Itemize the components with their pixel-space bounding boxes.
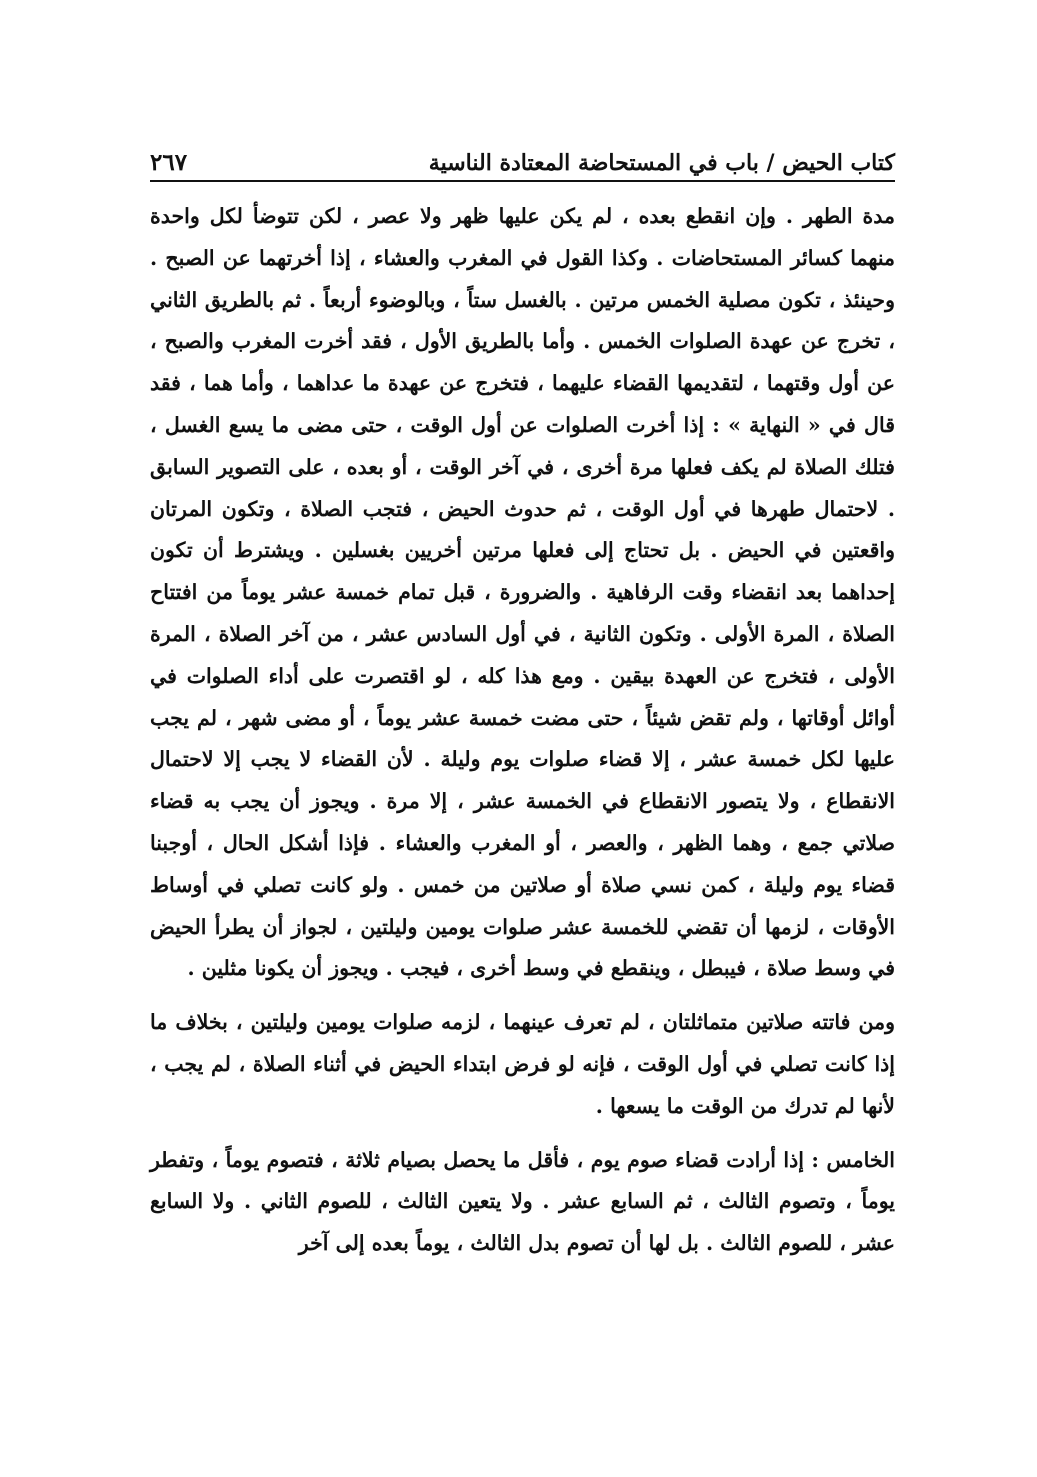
running-head xyxy=(150,136,895,176)
paragraph-3-text: إذا أرادت قضاء صوم يوم ، فأقل ما يحصل بصيام ثلاثة ، فتصوم يوماً ، وتفطر يوماً ، وتصوم الثالث ، ثم السابع عشر . ولا يتعين الثالث ، للصوم الثاني . ولا السابع عشر ، للصوم الثالث . بل لها أن تصوم بدل الثالث ، يوماً بعده إلى آخر xyxy=(150,1147,895,1256)
paragraph-1: مدة الطهر . وإن انقطع بعده ، لم يكن عليها ظهر ولا عصر ، لكن تتوضأ لكل واحدة منهما كسائر المستحاضات . وكذا القول في المغرب والعشاء ، إذا أخرتهما عن الصبح . وحينئذ ، تكون مصلية الخمس مرتين . بالغسل ستاً ، وبالوضوء أربعاً . ثم بالطريق الثاني ، تخرج عن عهدة الصلوات الخمس . وأما بالطريق الأول ، فقد أخرت المغرب والصبح ، عن أول وقتهما ، لتقديمها القضاء عليهما ، فتخرج عن عهدة ما عداهما ، وأما هما ، فقد قال في « النهاية » : إذا أخرت الصلوات عن أول الوقت ، حتى مضى ما يسع الغسل ، فتلك الصلاة لم يكف فعلها مرة أخرى ، في آخر الوقت ، أو بعده ، على التصوير السابق . لاحتمال طهرها في أول الوقت ، ثم حدوث الحيض ، فتجب الصلاة ، وتكون المرتان واقعتين في الحيض . بل تحتاج إلى فعلها مرتين أخريين بغسلين . ويشترط أن تكون إحداهما بعد انقضاء وقت الرفاهية . والضرورة ، قبل تمام خمسة عشر يوماً من افتتاح الصلاة ، المرة الأولى . وتكون الثانية ، في أول السادس عشر ، من آخر الصلاة ، المرة الأولى ، فتخرج عن العهدة بيقين . ومع هذا كله ، لو اقتصرت على أداء الصلوات في أوائل أوقاتها ، ولم تقض شيئاً ، حتى مضت خمسة عشر يوماً ، أو مضى شهر ، لم يجب عليها لكل خمسة عشر ، إلا قضاء صلوات يوم وليلة . لأن القضاء لا يجب إلا لاحتمال الانقطاع ، ولا يتصور الانقطاع في الخمسة عشر ، إلا مرة . ويجوز أن يجب به قضاء صلاتي جمع ، وهما الظهر ، والعصر ، أو المغرب والعشاء . فإذا أشكل الحال ، أوجبنا قضاء يوم وليلة ، كمن نسي صلاة أو صلاتين من خمس . ولو كانت تصلي في أوساط الأوقات ، لزمها أن تقضي للخمسة عشر صلوات يومين وليلتين ، لجواز أن يطرأ الحيض في وسط صلاة ، فيبطل ، وينقطع في وسط أخرى ، فيجب . ويجوز أن يكونا مثلين . xyxy=(150,204,895,981)
page-number: ٢٦٧ xyxy=(150,149,188,176)
paragraph-3-lead: الخامس : xyxy=(811,1147,895,1172)
paragraph-2: ومن فاتته صلاتين متماثلتان ، لم تعرف عينهما ، لزمه صلوات يومين وليلتين ، بخلاف ما إذا كانت تصلي في أول الوقت ، فإنه لو فرض ابتداء الحيض في أثناء الصلاة ، لم يجب ، لأنها لم تدرك من الوقت ما يسعها . xyxy=(150,1010,895,1118)
header-rule xyxy=(150,180,895,182)
chapter-title: كتاب الحيض / باب في المستحاضة المعتادة الناسية xyxy=(428,150,895,176)
body-text xyxy=(150,196,895,1265)
paragraph-3 xyxy=(150,1140,895,1265)
